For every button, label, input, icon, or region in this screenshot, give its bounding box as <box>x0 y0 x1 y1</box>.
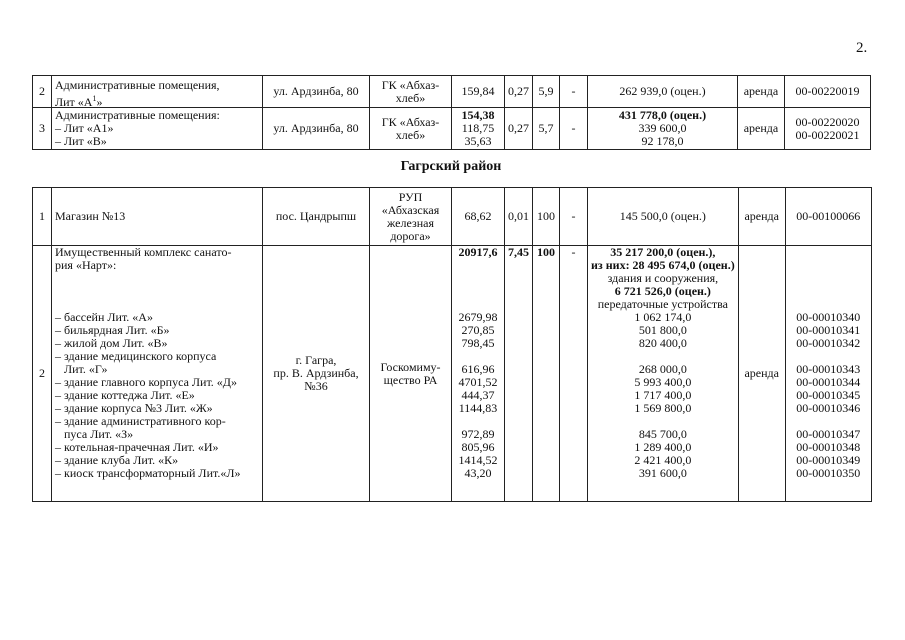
cell-line <box>55 285 259 298</box>
cell-line: 00-00010350 <box>796 466 861 480</box>
cell-line <box>789 246 868 259</box>
table-row <box>33 246 872 502</box>
basis: аренда <box>738 188 785 246</box>
column-5-value: 7,45 <box>505 246 533 502</box>
cell-line: Имущественный комплекс санато- <box>55 245 232 259</box>
cell-line: 270,85 <box>461 323 495 337</box>
cell-line: 00-00010347 <box>796 427 861 441</box>
cell-line: 845 700,0 <box>638 427 687 441</box>
cell-line: 820 400,0 <box>638 336 687 350</box>
cell-line <box>455 272 501 285</box>
cell-line: 00-00010349 <box>796 453 861 467</box>
address: ул. Ардзинба, 80 <box>263 108 370 150</box>
inventory-number <box>785 246 871 502</box>
column-5-value: 0,01 <box>505 188 533 246</box>
column-5-value: 0,27 <box>505 76 533 108</box>
basis: аренда <box>738 246 785 502</box>
cell-line: 20917,6 <box>458 245 498 259</box>
region-title: Гагрский район <box>400 159 502 174</box>
cell-line: 00-00010348 <box>796 440 861 454</box>
cell-line <box>455 259 501 272</box>
page-number: 2. <box>856 40 868 56</box>
cell-line: 391 600,0 <box>638 466 687 480</box>
valuation <box>588 246 739 502</box>
cell-line: – бассейн Лит. «А» <box>55 310 153 324</box>
cell-line: – здание главного корпуса Лит. «Д» <box>55 375 237 389</box>
column-5-value: 0,27 <box>505 108 533 150</box>
column-6-value: 100 <box>533 188 560 246</box>
cell-line: 00-00010345 <box>796 388 861 402</box>
column-6-value: 5,9 <box>533 76 560 108</box>
address: г. Гагра, пр. В. Ардзинба, №36 <box>263 246 370 502</box>
property-name: Административные помещения: – Лит «А1» – Лит «В» <box>52 108 263 150</box>
inventory-number: 00-00100066 <box>785 188 871 246</box>
cell-line: 1144,83 <box>458 401 498 415</box>
cell-line: передаточные устройства <box>597 297 728 311</box>
cell-line: 43,20 <box>464 466 492 480</box>
area: 159,84 <box>452 76 505 108</box>
column-7-value: - <box>560 246 588 502</box>
cell-line: 501 800,0 <box>638 323 687 337</box>
column-6-value: 5,7 <box>533 108 560 150</box>
holder: ГК «Абхаз- хлеб» <box>370 108 452 150</box>
cell-line: 00-00010344 <box>796 375 861 389</box>
property-name: Административные помещения, Лит «$А^1$» <box>52 76 263 108</box>
table-row <box>33 188 872 246</box>
cell-line: – котельная-прачечная Лит. «И» <box>55 440 219 454</box>
holder: ГК «Абхаз- хлеб» <box>370 76 452 108</box>
cell-line: рия «Нарт»: <box>55 258 117 272</box>
cell-line: 444,37 <box>461 388 495 402</box>
column-7-value: - <box>560 108 588 150</box>
cell-line: 2 421 400,0 <box>634 453 692 467</box>
cell-line: 6 721 526,0 (оцен.) <box>614 284 711 298</box>
basis: аренда <box>738 108 785 150</box>
cell-line: – киоск трансформаторный Лит.«Л» <box>55 466 241 480</box>
inventory-number: 00-00220020 00-00220021 <box>785 108 871 150</box>
cell-line <box>789 272 868 285</box>
cell-line: 616,96 <box>461 362 495 376</box>
holder: РУП «Абхазская железная дорога» <box>370 188 452 246</box>
property-name: Магазин №13 <box>52 188 263 246</box>
table-row <box>33 76 871 108</box>
cell-line: – жилой дом Лит. «В» <box>55 336 168 350</box>
valuation: 262 939,0 (оцен.) <box>588 76 738 108</box>
cell-line: – бильярдная Лит. «Б» <box>55 323 170 337</box>
cell-line: – здание корпуса №3 Лит. «Ж» <box>55 401 213 415</box>
cell-line: – здание клуба Лит. «К» <box>55 453 179 467</box>
cell-line: 4701,52 <box>458 375 498 389</box>
valuation: 431 778,0 (оцен.) 339 600,0 92 178,0 <box>588 108 738 150</box>
cell-line: 1 289 400,0 <box>634 440 692 454</box>
property-table-1 <box>32 75 871 150</box>
cell-line: 1 062 174,0 <box>634 310 692 324</box>
area: 68,62 <box>452 188 505 246</box>
cell-line: из них: 28 495 674,0 (оцен.) <box>591 258 735 272</box>
cell-line: 00-00010346 <box>796 401 861 415</box>
cell-line: – здание коттеджа Лит. «Е» <box>55 388 195 402</box>
area: 154,38 118,75 35,63 <box>452 108 505 150</box>
basis: аренда <box>738 76 785 108</box>
cell-line: здания и сооружения, <box>607 271 719 285</box>
cell-line: Лит. «Г» <box>55 362 108 376</box>
cell-line: 35 217 200,0 (оцен.), <box>610 245 716 259</box>
cell-line: 972,89 <box>461 427 495 441</box>
cell-line: 00-00010342 <box>796 336 861 350</box>
row-number: 3 <box>33 108 52 150</box>
cell-line: 00-00010340 <box>796 310 861 324</box>
cell-line <box>789 285 868 298</box>
cell-line: 268 000,0 <box>638 362 687 376</box>
column-6-value: 100 <box>533 246 560 502</box>
cell-line: 798,45 <box>461 336 495 350</box>
table-row <box>33 108 871 150</box>
cell-line: – здание административного кор- <box>55 414 226 428</box>
cell-line: – здание медицинского корпуса <box>55 349 217 363</box>
property-name-line: Лит «$А^1$» <box>55 93 103 108</box>
cell-line <box>55 272 259 285</box>
property-table-2 <box>32 187 872 502</box>
valuation: 145 500,0 (оцен.) <box>588 188 739 246</box>
cell-line: 5 993 400,0 <box>634 375 692 389</box>
cell-line: 805,96 <box>461 440 495 454</box>
row-number: 2 <box>33 246 52 502</box>
address: пос. Цандрыпш <box>263 188 370 246</box>
column-7-value: - <box>560 76 588 108</box>
cell-line <box>455 285 501 298</box>
address: ул. Ардзинба, 80 <box>263 76 370 108</box>
cell-line: 1414,52 <box>458 453 498 467</box>
cell-line: 00-00010341 <box>796 323 861 337</box>
inventory-number: 00-00220019 <box>785 76 871 108</box>
cell-line: 1 569 800,0 <box>634 401 692 415</box>
holder: Госкомиму- щество РА <box>370 246 452 502</box>
row-number: 1 <box>33 188 52 246</box>
column-7-value: - <box>560 188 588 246</box>
property-name <box>52 246 263 502</box>
cell-line <box>789 259 868 272</box>
cell-line: 00-00010343 <box>796 362 861 376</box>
area <box>452 246 505 502</box>
cell-line: пуса Лит. «З» <box>55 427 134 441</box>
row-number: 2 <box>33 76 52 108</box>
cell-line: 2679,98 <box>458 310 498 324</box>
cell-line: 1 717 400,0 <box>634 388 692 402</box>
